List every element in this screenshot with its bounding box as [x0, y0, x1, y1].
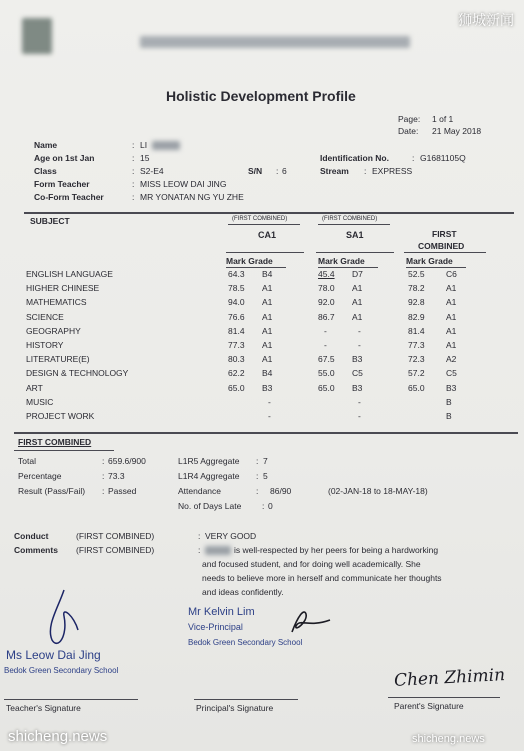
watermark-bottom-left: shicheng.news: [8, 728, 108, 745]
table-row: [0, 312, 524, 324]
age-colon: :: [132, 153, 135, 163]
ca1-mark-cell: 94.0: [228, 297, 245, 308]
fc-grade-cell: B3: [446, 382, 457, 393]
principal-signature-line: [194, 699, 298, 700]
class-value: S2-E4: [140, 166, 164, 176]
comment-line-1: is well-respected by her peers for being a hardworking: [234, 545, 439, 555]
total-value: 659.6/900: [108, 456, 146, 466]
subject-header: SUBJECT: [30, 216, 70, 226]
date-label: Date:: [398, 126, 419, 136]
school-name-redacted: [140, 36, 410, 48]
coform-teacher-label: Co-Form Teacher: [34, 192, 104, 202]
fc-mark-cell: 82.9: [408, 311, 425, 322]
table-row: [0, 269, 524, 281]
comment-line-3: needs to believe more in herself and communicate her thoughts: [202, 573, 442, 583]
table-row: [0, 411, 524, 423]
sa1-grade-cell: A1: [352, 311, 363, 322]
ca1-mark-cell: 62.2: [228, 368, 245, 379]
l1r5-value: 7: [263, 456, 268, 466]
ca1-mark-cell: 64.3: [228, 269, 245, 279]
page-value: 1 of 1: [432, 114, 454, 124]
teacher-signature-line: [4, 699, 138, 700]
total-colon: :: [102, 456, 105, 466]
fc-mark-cell: 52.5: [408, 269, 425, 279]
sa1-mark-cell: 45.4: [318, 269, 335, 279]
age-value: 15: [140, 153, 150, 163]
fc-grade-cell: C6: [446, 269, 457, 279]
subject-cell: PROJECT WORK: [26, 411, 95, 421]
summary-header-rule: [14, 450, 114, 451]
fc-grade-cell: A1: [446, 283, 457, 294]
result-colon: :: [102, 486, 105, 496]
days-late-label: No. of Days Late: [178, 501, 242, 511]
teacher-signature-label: Teacher's Signature: [6, 703, 81, 713]
table-top-rule: [24, 212, 514, 214]
ca1-mark-cell: 78.5: [228, 283, 245, 294]
attendance-period: (02-JAN-18 to 18-MAY-18): [328, 486, 428, 496]
fc-grade-cell: A1: [446, 297, 457, 308]
coform-teacher-colon: :: [132, 192, 135, 202]
conduct-sub: (FIRST COMBINED): [76, 531, 155, 541]
date-value: 21 May 2018: [432, 126, 482, 136]
fc-mark-grade: Mark Grade: [406, 256, 453, 266]
ca1-header: CA1: [258, 230, 277, 240]
watermark-bottom-right: shicheng.news: [412, 733, 485, 745]
subject-cell: HISTORY: [26, 340, 64, 350]
id-value: G1681105Q: [420, 153, 466, 163]
sa1-rule: [318, 224, 390, 225]
subject-cell: GEOGRAPHY: [26, 325, 81, 336]
sa1-mark-cell: -: [324, 340, 327, 350]
attendance-colon: :: [256, 486, 259, 496]
parent-signature-label: Parent's Signature: [394, 701, 464, 711]
sa1-grade-cell: B3: [352, 382, 363, 393]
comment-line-4: and ideas confidently.: [202, 587, 284, 597]
teacher-signature-icon: [34, 586, 94, 656]
ca1-mark-cell: 80.3: [228, 354, 245, 365]
sn-value: 6: [282, 166, 287, 176]
fc-mark-cell: 72.3: [408, 354, 425, 365]
summary-top-rule: [14, 432, 518, 434]
l1r4-value: 5: [263, 471, 268, 481]
ca1-grade-cell: A1: [262, 340, 273, 350]
subject-cell: ENGLISH LANGUAGE: [26, 269, 113, 279]
fc-grade-cell: A1: [446, 340, 457, 350]
ca1-grade-cell: B4: [262, 269, 273, 279]
subject-cell: MATHEMATICS: [26, 297, 87, 308]
table-row: [0, 297, 524, 309]
table-row: [0, 368, 524, 380]
fc-mark-cell: 81.4: [408, 325, 425, 336]
page-label: Page:: [398, 114, 421, 124]
fc-subrule: [404, 252, 486, 253]
sa1-under-rule: [318, 267, 378, 268]
sa1-mark-grade: Mark Grade: [318, 256, 365, 266]
sa1-grade-cell: -: [358, 411, 361, 421]
class-colon: :: [132, 166, 135, 176]
fc-grade-cell: C5: [446, 368, 457, 379]
percentage-label: Percentage: [18, 471, 62, 481]
sa1-mark-cell: 78.0: [318, 283, 335, 294]
l1r4-colon: :: [256, 471, 259, 481]
vp-signature-icon: [284, 606, 334, 638]
ca1-grade-cell: A1: [262, 354, 273, 365]
sa1-grade-cell: -: [358, 340, 361, 350]
summary-header: FIRST COMBINED: [18, 437, 92, 447]
vp-stamp-school: Bedok Green Secondary School: [188, 638, 303, 647]
page-title: Holistic Development Profile: [166, 88, 356, 104]
subject-cell: SCIENCE: [26, 311, 64, 322]
comments-sub: (FIRST COMBINED): [76, 545, 155, 555]
ca1-mark-grade: Mark Grade: [226, 256, 273, 266]
stream-label: Stream: [320, 166, 349, 176]
parent-signature-line: [388, 697, 500, 698]
sa1-grade-cell: -: [358, 396, 361, 407]
sn-label: S/N: [248, 166, 263, 176]
stream-value: EXPRESS: [372, 166, 413, 176]
fc-mark-cell: 92.8: [408, 297, 425, 308]
table-row: [0, 354, 524, 366]
form-teacher-label: Form Teacher: [34, 179, 90, 189]
subject-cell: ART: [26, 382, 43, 393]
name-colon: :: [132, 140, 135, 150]
coform-teacher-value: MR YONATAN NG YU ZHE: [140, 192, 244, 202]
ca1-grade-cell: A1: [262, 311, 273, 322]
sa1-grade-cell: D7: [352, 269, 363, 279]
ca1-grade-cell: B3: [262, 382, 273, 393]
result-value: Passed: [108, 486, 137, 496]
sa1-mark-cell: -: [324, 325, 327, 336]
days-late-colon: :: [262, 501, 265, 511]
ca1-grade-cell: -: [268, 411, 271, 421]
comments-label: Comments: [14, 545, 58, 555]
form-teacher-value: MISS LEOW DAI JING: [140, 179, 227, 189]
school-crest-redacted: [22, 18, 52, 54]
teacher-stamp-school: Bedok Green Secondary School: [4, 666, 119, 675]
class-label: Class: [34, 166, 57, 176]
ca1-grade-cell: A1: [262, 283, 273, 294]
sa1-mark-cell: 55.0: [318, 368, 335, 379]
subject-cell: DESIGN & TECHNOLOGY: [26, 368, 129, 379]
fc-grade-cell: B: [446, 411, 452, 421]
conduct-colon: :: [198, 531, 201, 541]
subject-cell: MUSIC: [26, 396, 54, 407]
teacher-stamp-name: Ms Leow Dai Jing: [6, 648, 101, 662]
sa1-header: SA1: [346, 230, 364, 240]
ca1-mark-cell: 76.6: [228, 311, 245, 322]
sa1-grade-cell: A1: [352, 283, 363, 294]
days-late-value: 0: [268, 501, 273, 511]
ca1-under-rule: [226, 267, 286, 268]
fc-header-1: FIRST: [432, 229, 457, 239]
ca1-small: (FIRST COMBINED): [232, 216, 288, 222]
sa1-mark-cell: 65.0: [318, 382, 335, 393]
sa1-mark-cell: 86.7: [318, 311, 335, 322]
fc-header-2: COMBINED: [418, 241, 465, 251]
table-row: [0, 326, 524, 338]
subject-cell: LITERATURE(E): [26, 354, 90, 365]
name-value: LI: [140, 140, 148, 150]
sa1-grade-cell: A1: [352, 297, 363, 308]
sn-colon: :: [276, 166, 279, 176]
vp-stamp-role: Vice-Principal: [188, 622, 243, 632]
l1r5-colon: :: [256, 456, 259, 466]
ca1-grade-cell: -: [268, 396, 271, 407]
parent-signature-script: Chen Zhimin: [393, 665, 506, 691]
name-redacted: [152, 141, 180, 150]
fc-under-rule: [406, 267, 466, 268]
fc-grade-cell: A1: [446, 325, 457, 336]
fc-mark-cell: 78.2: [408, 283, 425, 294]
comments-colon: :: [198, 545, 201, 555]
sa1-grade-cell: C5: [352, 368, 363, 379]
table-row: [0, 283, 524, 295]
fc-grade-cell: A2: [446, 354, 457, 365]
fc-grade-cell: B: [446, 396, 452, 407]
l1r5-label: L1R5 Aggregate: [178, 456, 240, 466]
ca1-grade-cell: B4: [262, 368, 273, 379]
ca1-grade-cell: A1: [262, 325, 273, 336]
conduct-value: VERY GOOD: [205, 531, 257, 541]
fc-mark-cell: 57.2: [408, 368, 425, 379]
ca1-grade-cell: A1: [262, 297, 273, 308]
result-label: Result (Pass/Fail): [18, 486, 86, 496]
table-row: [0, 340, 524, 352]
sa1-small: (FIRST COMBINED): [322, 216, 378, 222]
l1r4-label: L1R4 Aggregate: [178, 471, 240, 481]
principal-signature-label: Principal's Signature: [196, 703, 274, 713]
sa1-grade-cell: -: [358, 325, 361, 336]
id-label: Identification No.: [320, 153, 389, 163]
comment-line-2: and focused student, and for doing well academically. She: [202, 559, 421, 569]
name-label: Name: [34, 140, 58, 150]
watermark-top: 狮城新闻: [458, 12, 514, 28]
table-row: [0, 397, 524, 409]
total-label: Total: [18, 456, 36, 466]
attendance-value: 86/90: [270, 486, 292, 496]
fc-mark-cell: 77.3: [408, 340, 425, 350]
comment-name-redacted: [205, 546, 231, 555]
age-label: Age on 1st Jan: [34, 153, 95, 163]
fc-mark-cell: 65.0: [408, 382, 425, 393]
stream-colon: :: [364, 166, 367, 176]
ca1-subrule: [226, 252, 304, 253]
subject-cell: HIGHER CHINESE: [26, 283, 100, 294]
sa1-mark-cell: 92.0: [318, 297, 335, 308]
ca1-mark-cell: 65.0: [228, 382, 245, 393]
percentage-colon: :: [102, 471, 105, 481]
fc-grade-cell: A1: [446, 311, 457, 322]
table-row: [0, 383, 524, 395]
ca1-mark-cell: 77.3: [228, 340, 245, 350]
sa1-mark-cell: 67.5: [318, 354, 335, 365]
form-teacher-colon: :: [132, 179, 135, 189]
ca1-rule: [228, 224, 300, 225]
ca1-mark-cell: 81.4: [228, 325, 245, 336]
percentage-value: 73.3: [108, 471, 125, 481]
sa1-grade-cell: B3: [352, 354, 363, 365]
id-colon: :: [412, 153, 415, 163]
vp-stamp-name: Mr Kelvin Lim: [188, 606, 255, 618]
sa1-subrule: [316, 252, 394, 253]
attendance-label: Attendance: [178, 486, 222, 496]
conduct-label: Conduct: [14, 531, 49, 541]
